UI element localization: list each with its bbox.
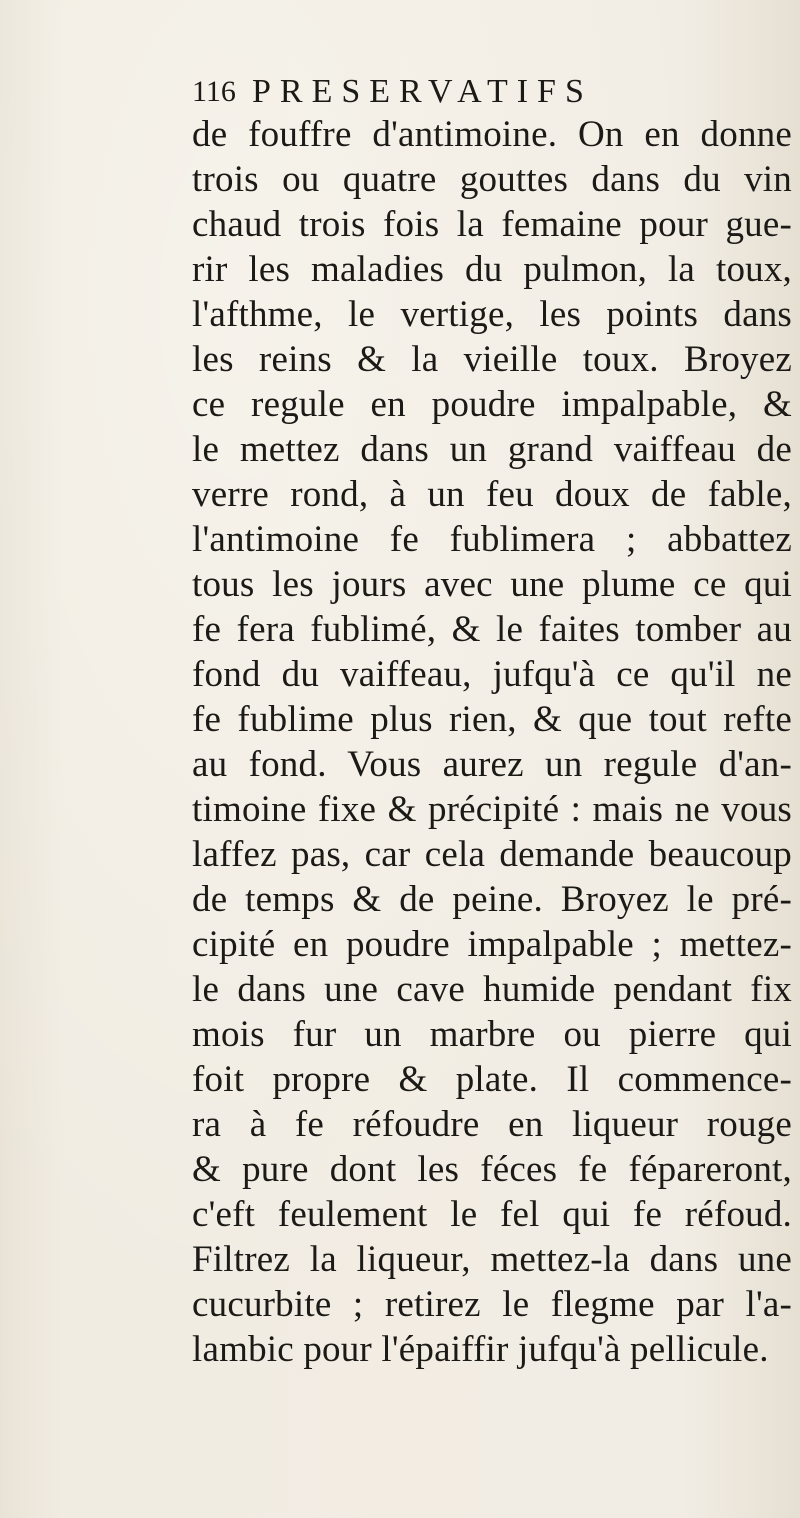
text-line: mois fur un marbre ou pierre qui bbox=[192, 1014, 792, 1055]
text-line: cucurbite ; retirez le flegme par l'a- bbox=[192, 1284, 792, 1325]
text-line: cipité en poudre impalpable ; mettez- bbox=[192, 924, 792, 965]
text-line: le dans une cave humide pendant fix bbox=[192, 969, 792, 1010]
text-line: les reins & la vieille toux. Broyez bbox=[192, 339, 792, 380]
text-line: ra à fe réfoudre en liqueur rouge bbox=[192, 1104, 792, 1145]
text-line: rir les maladies du pulmon, la toux, bbox=[192, 249, 792, 290]
text-line: ce regule en poudre impalpable, & bbox=[192, 384, 792, 425]
text-line: Filtrez la liqueur, mettez-la dans une bbox=[192, 1239, 792, 1280]
text-line: de fouffre d'antimoine. On en donne bbox=[192, 114, 792, 155]
text-line: le mettez dans un grand vaiffeau de bbox=[192, 429, 792, 470]
text-line: fe fublime plus rien, & que tout refte bbox=[192, 699, 792, 740]
text-line: l'afthme, le vertige, les points dans bbox=[192, 294, 792, 335]
text-line: chaud trois fois la femaine pour gue- bbox=[192, 204, 792, 245]
text-line: trois ou quatre gouttes dans du vin bbox=[192, 159, 792, 200]
text-line: verre rond, à un feu doux de fable, bbox=[192, 474, 792, 515]
text-line: tous les jours avec une plume ce qui bbox=[192, 564, 792, 605]
text-line: c'eft feulement le fel qui fe réfoud. bbox=[192, 1194, 792, 1235]
running-title: PRESERVATIFS bbox=[252, 73, 593, 110]
text-line: lambic pour l'épaiffir jufqu'à pellicule. bbox=[192, 1329, 769, 1370]
text-line: de temps & de peine. Broyez le pré- bbox=[192, 879, 792, 920]
text-line: timoine fixe & précipité : mais ne vous bbox=[192, 789, 792, 830]
text-line: fe fera fublimé, & le faites tomber au bbox=[192, 609, 792, 650]
page-number: 116 bbox=[192, 75, 236, 108]
text-line: l'antimoine fe fublimera ; abbattez bbox=[192, 519, 792, 560]
text-line: au fond. Vous aurez un regule d'an- bbox=[192, 744, 792, 785]
body-text bbox=[192, 112, 792, 1372]
text-line: & pure dont les féces fe fépareront, bbox=[192, 1149, 792, 1190]
text-line: fond du vaiffeau, jufqu'à ce qu'il ne bbox=[192, 654, 792, 695]
running-head bbox=[192, 72, 692, 112]
text-line: foit propre & plate. Il commence- bbox=[192, 1059, 792, 1100]
text-line: laffez pas, car cela demande beaucoup bbox=[192, 834, 792, 875]
